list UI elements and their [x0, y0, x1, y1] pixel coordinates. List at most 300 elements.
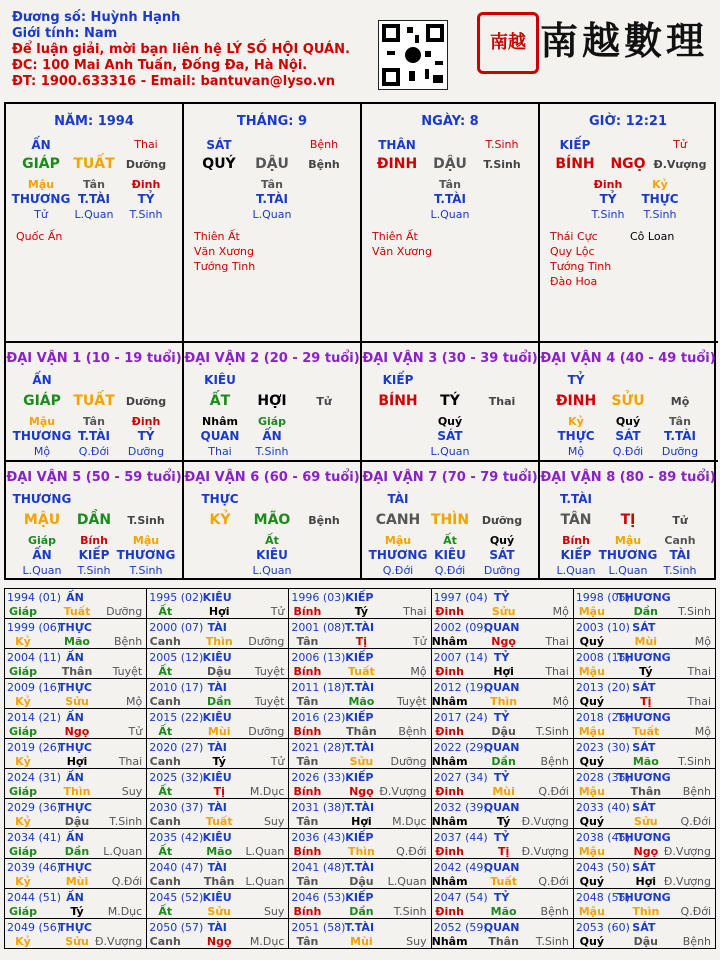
- hidden-stem: Mậu: [132, 534, 160, 547]
- year-label: 1997 (04): [433, 591, 488, 604]
- year-label: 2017 (24): [433, 711, 488, 724]
- year-branch: Hợi: [635, 875, 657, 888]
- year-branch: Tuất: [632, 725, 660, 738]
- year-stem: Đinh: [435, 605, 464, 618]
- dai-van-chi: THÌN: [430, 512, 470, 528]
- year-god: TỶ: [493, 831, 510, 844]
- year-cell[interactable]: [432, 799, 574, 829]
- year-label: 2040 (47): [149, 861, 204, 874]
- year-cell[interactable]: [5, 919, 147, 949]
- year-stage: Đ.Vượng: [521, 845, 569, 858]
- year-stage: Mộ: [125, 695, 143, 708]
- dai-van-title: ĐẠI VẬN 3 (30 - 39 tuổi): [362, 351, 538, 366]
- year-cell[interactable]: [5, 649, 147, 679]
- year-god: QUAN: [483, 621, 520, 634]
- year-stage: Đ.Vượng: [663, 875, 712, 888]
- year-cell[interactable]: [5, 709, 147, 739]
- hidden-stem: Tân: [83, 415, 105, 428]
- hidden-stage: Mộ: [567, 445, 585, 458]
- pillar-life: Dưỡng: [125, 158, 167, 171]
- year-god: QUAN: [483, 921, 520, 934]
- hidden-stage: L.Quan: [430, 445, 470, 458]
- year-row: [5, 889, 716, 919]
- year-cell[interactable]: [147, 709, 289, 739]
- year-god: SÁT: [632, 921, 656, 934]
- hidden-stage: L.Quan: [74, 208, 114, 221]
- year-god: KIẾP: [345, 651, 374, 664]
- year-stage: L.Quan: [387, 875, 427, 888]
- pillar-god: ẤN: [31, 138, 51, 152]
- year-stage: Mộ: [552, 605, 569, 618]
- year-stem: Giáp: [8, 665, 38, 678]
- dai-van-title: ĐẠI VẬN 6 (60 - 69 tuổi): [184, 470, 360, 485]
- hidden-stage: L.Quan: [22, 564, 62, 577]
- star-1: Văn Xương: [194, 245, 254, 258]
- year-cell[interactable]: [289, 679, 431, 709]
- year-cell[interactable]: [574, 589, 716, 619]
- star-0: Thiên Ất: [372, 230, 418, 243]
- year-row: [5, 829, 716, 859]
- dai-van-chi: TUẤT: [73, 393, 115, 409]
- star-0: Thiên Ất: [194, 230, 240, 243]
- dai-van-life: Mộ: [670, 395, 690, 408]
- hidden-stem: Mậu: [27, 178, 55, 191]
- year-stage: Bệnh: [398, 725, 427, 738]
- phone-email: ĐT: 1900.633316 - Email: bantuvan@lyso.vn: [12, 74, 336, 89]
- year-god: KIẾP: [345, 711, 374, 724]
- year-cell[interactable]: [432, 709, 574, 739]
- year-cell[interactable]: [289, 649, 431, 679]
- year-label: 2022 (29): [433, 741, 488, 754]
- hidden-god: TỶ: [137, 429, 155, 443]
- year-label: 2001 (08): [291, 621, 346, 634]
- year-stage: Tử: [412, 635, 427, 648]
- year-label: 2016 (23): [291, 711, 346, 724]
- hidden-god: SÁT: [437, 429, 463, 443]
- hidden-god: THỰC: [557, 429, 595, 443]
- year-cell[interactable]: [574, 709, 716, 739]
- year-label: 2021 (28): [291, 741, 346, 754]
- year-stem: Tân: [296, 875, 319, 888]
- year-label: 2008 (15): [575, 651, 630, 664]
- year-branch: Thìn: [63, 785, 91, 798]
- year-god: THƯƠNG: [616, 651, 671, 664]
- year-label: 2049 (56): [7, 921, 62, 934]
- year-branch: Tuất: [63, 605, 91, 618]
- hidden-stage: T.Sinh: [129, 564, 163, 577]
- hidden-stage: T.Sinh: [129, 208, 163, 221]
- hidden-stage: L.Quan: [252, 564, 292, 577]
- year-label: 2011 (18): [291, 681, 346, 694]
- year-stem: Kỷ: [15, 755, 31, 768]
- year-branch: Thìn: [347, 845, 375, 858]
- year-stage: Q.Đới: [396, 845, 427, 858]
- year-label: 2029 (36): [7, 801, 62, 814]
- hidden-stage: Q.Đới: [78, 445, 110, 458]
- year-cell[interactable]: [5, 739, 147, 769]
- hidden-stage: Q.Đới: [612, 445, 644, 458]
- year-label: 2027 (34): [433, 771, 488, 784]
- year-cell[interactable]: [289, 829, 431, 859]
- hidden-god: T.TÀI: [434, 192, 466, 206]
- owner-name: Đương số: Huỳnh Hạnh: [12, 10, 181, 25]
- year-cell[interactable]: [5, 799, 147, 829]
- year-label: 1994 (01): [7, 591, 62, 604]
- hidden-god: T.TÀI: [664, 429, 696, 443]
- hidden-god: KIẾP: [560, 548, 592, 562]
- year-cell[interactable]: [574, 919, 716, 949]
- year-stage: T.Sinh: [535, 935, 569, 948]
- year-stem: Ất: [158, 605, 173, 618]
- year-stem: Ất: [158, 845, 173, 858]
- year-stage: Thai: [118, 755, 143, 768]
- year-label: 2033 (40): [575, 801, 630, 814]
- year-god: SÁT: [632, 861, 656, 874]
- year-cell[interactable]: [147, 829, 289, 859]
- year-cell[interactable]: [574, 649, 716, 679]
- star-1: Văn Xương: [372, 245, 432, 258]
- year-god: THỰC: [58, 681, 92, 694]
- pillar-god: THÂN: [378, 138, 416, 152]
- year-cell[interactable]: [574, 859, 716, 889]
- year-cell[interactable]: [574, 619, 716, 649]
- year-god: THỰC: [58, 621, 92, 634]
- hidden-stem: Ất: [265, 534, 279, 547]
- dai-van-5[interactable]: [6, 462, 183, 579]
- year-branch: Hợi: [493, 665, 514, 678]
- hidden-stage: Dưỡng: [661, 445, 699, 458]
- year-stage: Đ.Vượng: [379, 785, 427, 798]
- dai-van-4[interactable]: [540, 343, 717, 460]
- brand-logo: 南越數理: [540, 18, 709, 63]
- year-cell[interactable]: [432, 769, 574, 799]
- year-cell[interactable]: [574, 769, 716, 799]
- year-branch: Mùi: [492, 785, 515, 798]
- year-branch: Thân: [630, 785, 662, 798]
- year-stem: Quý: [579, 815, 604, 828]
- hidden-stage: Q.Đới: [382, 564, 414, 577]
- year-row: [5, 649, 716, 679]
- pillar-chi: DẬU: [255, 156, 289, 172]
- year-branch: Tý: [639, 665, 653, 678]
- year-cell[interactable]: [147, 679, 289, 709]
- year-branch: Dần: [207, 695, 232, 708]
- dai-van-chi: DẦN: [76, 512, 112, 528]
- year-stem: Bính: [293, 845, 322, 858]
- year-stage: Tử: [270, 755, 285, 768]
- dai-van-1[interactable]: [6, 343, 183, 460]
- year-cell[interactable]: [432, 739, 574, 769]
- year-stem: Mậu: [578, 905, 605, 918]
- year-cell[interactable]: [574, 829, 716, 859]
- year-cell[interactable]: [5, 829, 147, 859]
- year-branch: Mão: [206, 845, 233, 858]
- year-branch: Dậu: [207, 665, 232, 678]
- hidden-stem: Quý: [615, 415, 641, 428]
- year-branch: Mão: [64, 635, 90, 648]
- year-label: 2019 (26): [7, 741, 62, 754]
- year-cell[interactable]: [289, 769, 431, 799]
- year-branch: Dần: [633, 605, 659, 618]
- year-label: 2028 (35): [575, 771, 630, 784]
- year-cell[interactable]: [5, 589, 147, 619]
- year-stem: Nhâm: [431, 695, 468, 708]
- dai-van-2[interactable]: [184, 343, 361, 460]
- year-stage: Tử: [128, 725, 143, 738]
- year-stem: Kỷ: [15, 815, 31, 828]
- year-stem: Canh: [149, 815, 181, 828]
- year-stem: Kỷ: [15, 935, 31, 948]
- year-god: THƯƠNG: [616, 831, 671, 844]
- year-cell[interactable]: [147, 919, 289, 949]
- year-branch: Tuất: [205, 815, 233, 828]
- year-row: [5, 859, 716, 889]
- hidden-stem: Quý: [489, 534, 515, 547]
- year-label: 2043 (50): [575, 861, 630, 874]
- dai-van-life: Bệnh: [308, 514, 340, 527]
- year-stage: Suy: [263, 815, 285, 828]
- year-cell[interactable]: [574, 889, 716, 919]
- year-label: 2045 (52): [149, 891, 204, 904]
- hidden-stage: L.Quan: [608, 564, 648, 577]
- year-god: SÁT: [632, 681, 656, 694]
- hidden-stem: Giáp: [257, 415, 287, 428]
- year-god: THỰC: [58, 861, 92, 874]
- year-stem: Giáp: [8, 905, 38, 918]
- year-branch: Tị: [213, 785, 225, 798]
- year-branch: Thân: [346, 725, 377, 738]
- year-stem: Kỷ: [15, 695, 31, 708]
- dai-van-3[interactable]: [362, 343, 539, 460]
- year-label: 2044 (51): [7, 891, 62, 904]
- year-stage: Dưỡng: [248, 635, 285, 648]
- dai-van-god: KIẾP: [382, 373, 414, 387]
- pillar-0: [6, 104, 183, 341]
- year-cell[interactable]: [147, 739, 289, 769]
- year-god: THỰC: [58, 801, 92, 814]
- year-stage: Bệnh: [682, 935, 712, 948]
- year-cell[interactable]: [147, 859, 289, 889]
- pillar-life: Bệnh: [308, 158, 340, 171]
- year-stage: Mộ: [694, 725, 712, 738]
- hidden-stem: Mậu: [614, 534, 642, 547]
- year-stem: Tân: [296, 815, 319, 828]
- year-label: 2009 (16): [7, 681, 62, 694]
- year-branch: Hợi: [351, 815, 372, 828]
- year-label: 2002 (09): [433, 621, 488, 634]
- star-extra: Cô Loan: [630, 230, 675, 243]
- year-cell[interactable]: [432, 889, 574, 919]
- seal-logo: [477, 12, 539, 74]
- year-stem: Bính: [293, 785, 322, 798]
- year-stem: Ất: [158, 665, 173, 678]
- year-branch: Tị: [497, 845, 510, 858]
- year-cell[interactable]: [289, 709, 431, 739]
- year-cell[interactable]: [574, 679, 716, 709]
- year-god: T.TÀI: [344, 921, 375, 934]
- year-row: [5, 589, 716, 619]
- dai-van-7[interactable]: [362, 462, 539, 579]
- hidden-stage: L.Quan: [430, 208, 470, 221]
- hidden-god: T.TÀI: [78, 429, 110, 443]
- pillar-chi: DẬU: [433, 156, 467, 172]
- year-label: 2012 (19): [433, 681, 488, 694]
- year-cell[interactable]: [147, 649, 289, 679]
- year-cell[interactable]: [289, 859, 431, 889]
- year-stage: Tuyệt: [254, 665, 285, 678]
- year-label: 2023 (30): [575, 741, 630, 754]
- year-stage: T.Sinh: [109, 815, 143, 828]
- hidden-god: KIÊU: [434, 548, 466, 562]
- year-stage: Thai: [545, 635, 569, 648]
- year-cell[interactable]: [574, 799, 716, 829]
- hidden-stem: Ất: [443, 534, 457, 547]
- year-god: TỶ: [493, 891, 510, 904]
- hidden-stage: T.Sinh: [255, 445, 289, 458]
- year-god: QUAN: [483, 861, 520, 874]
- year-god: THỰC: [58, 921, 92, 934]
- year-cell[interactable]: [289, 799, 431, 829]
- year-stem: Tân: [296, 695, 319, 708]
- dai-van-title: ĐẠI VẬN 1 (10 - 19 tuổi): [6, 351, 182, 366]
- year-branch: Tị: [355, 635, 368, 648]
- qr-code-icon[interactable]: [378, 20, 448, 90]
- dai-van-god: KIÊU: [204, 373, 236, 387]
- year-god: THƯƠNG: [616, 891, 671, 904]
- hidden-god: TÀI: [669, 548, 691, 562]
- year-cell[interactable]: [289, 889, 431, 919]
- year-god: KIẾP: [345, 771, 374, 784]
- year-god: KIÊU: [202, 591, 232, 604]
- year-stem: Quý: [579, 755, 604, 768]
- year-cell[interactable]: [5, 769, 147, 799]
- year-stage: Q.Đới: [680, 815, 712, 828]
- year-label: 2010 (17): [149, 681, 204, 694]
- year-branch: Thìn: [205, 635, 233, 648]
- pillar-state: T.Sinh: [485, 138, 519, 151]
- year-cell[interactable]: [147, 889, 289, 919]
- year-cell[interactable]: [5, 859, 147, 889]
- year-row: [5, 679, 716, 709]
- year-cell[interactable]: [432, 919, 574, 949]
- year-branch: Ngọ: [206, 935, 232, 948]
- year-cell[interactable]: [574, 739, 716, 769]
- gender: Giới tính: Nam: [12, 26, 118, 41]
- year-cell[interactable]: [5, 679, 147, 709]
- dai-van-6[interactable]: [184, 462, 361, 579]
- hidden-stem: Đinh: [131, 178, 161, 191]
- year-stage: Bệnh: [113, 635, 143, 648]
- year-branch: Dần: [491, 755, 516, 768]
- year-cell[interactable]: [5, 889, 147, 919]
- year-stem: Mậu: [578, 665, 605, 678]
- year-god: ẤN: [66, 591, 84, 604]
- hidden-stage: T.Sinh: [663, 564, 697, 577]
- year-label: 2031 (38): [291, 801, 346, 814]
- year-branch: Mùi: [65, 875, 89, 888]
- year-stage: Tuyệt: [396, 695, 427, 708]
- hidden-stage: Q.Đới: [434, 564, 466, 577]
- year-stage: Bệnh: [540, 755, 569, 768]
- year-stem: Ất: [158, 785, 173, 798]
- year-cell[interactable]: [147, 619, 289, 649]
- year-label: 2030 (37): [149, 801, 204, 814]
- year-label: 2020 (27): [149, 741, 204, 754]
- year-cell[interactable]: [432, 619, 574, 649]
- year-stage: Suy: [263, 905, 285, 918]
- year-label: 2052 (59): [433, 921, 488, 934]
- year-god: TÀI: [207, 801, 227, 814]
- hidden-stem: Tân: [83, 178, 105, 191]
- year-cell[interactable]: [289, 919, 431, 949]
- year-stem: Mậu: [578, 785, 605, 798]
- year-stage: M.Dục: [249, 935, 285, 948]
- year-branch: Tý: [354, 605, 369, 618]
- pillar-chi: TUẤT: [73, 156, 115, 172]
- star-1: Quy Lộc: [550, 245, 595, 258]
- year-cell[interactable]: [147, 769, 289, 799]
- year-label: 2015 (22): [149, 711, 204, 724]
- year-cell[interactable]: [5, 619, 147, 649]
- year-cell[interactable]: [432, 829, 574, 859]
- year-god: TỶ: [493, 651, 510, 664]
- year-cell[interactable]: [289, 739, 431, 769]
- year-stem: Kỷ: [15, 635, 31, 648]
- year-cell[interactable]: [432, 859, 574, 889]
- year-stage: L.Quan: [245, 845, 285, 858]
- year-stage: M.Dục: [249, 785, 285, 798]
- year-stem: Canh: [149, 755, 181, 768]
- year-cell[interactable]: [147, 589, 289, 619]
- year-cell[interactable]: [289, 619, 431, 649]
- year-stage: Đ.Vượng: [521, 815, 569, 828]
- dai-van-can: TÂN: [560, 512, 592, 528]
- year-branch: Thân: [488, 935, 519, 948]
- year-label: 1998 (05): [575, 591, 630, 604]
- year-cell[interactable]: [147, 799, 289, 829]
- year-cell[interactable]: [289, 589, 431, 619]
- dai-van-god: TỶ: [567, 373, 585, 387]
- year-cell[interactable]: [432, 679, 574, 709]
- year-branch: Dần: [64, 845, 90, 858]
- hidden-god: TỶ: [599, 192, 617, 206]
- dai-van-can: ĐINH: [555, 393, 597, 409]
- pillar-3: [540, 104, 717, 341]
- dai-van-chi: TỊ: [620, 512, 636, 528]
- pillar-can: QUÝ: [202, 156, 236, 172]
- year-branch: Thân: [203, 875, 235, 888]
- year-label: 2048 (55): [575, 891, 630, 904]
- year-label: 2024 (31): [7, 771, 62, 784]
- address: ĐC: 100 Mai Anh Tuấn, Đống Đa, Hà Nội.: [12, 58, 308, 73]
- year-cell[interactable]: [432, 589, 574, 619]
- year-stage: Dưỡng: [248, 725, 285, 738]
- year-branch: Sửu: [491, 605, 516, 618]
- dai-van-8[interactable]: [540, 462, 717, 579]
- hidden-stem: Đinh: [593, 178, 623, 191]
- year-cell[interactable]: [432, 649, 574, 679]
- year-branch: Mão: [490, 905, 517, 918]
- year-god: T.TÀI: [344, 741, 375, 754]
- year-label: 2041 (48): [291, 861, 346, 874]
- year-label: 2013 (20): [575, 681, 630, 694]
- year-stem: Đinh: [435, 665, 464, 678]
- year-stage: T.Sinh: [393, 905, 427, 918]
- year-stage: Bệnh: [682, 785, 712, 798]
- year-god: T.TÀI: [344, 621, 375, 634]
- year-row: [5, 799, 716, 829]
- year-god: QUAN: [483, 681, 520, 694]
